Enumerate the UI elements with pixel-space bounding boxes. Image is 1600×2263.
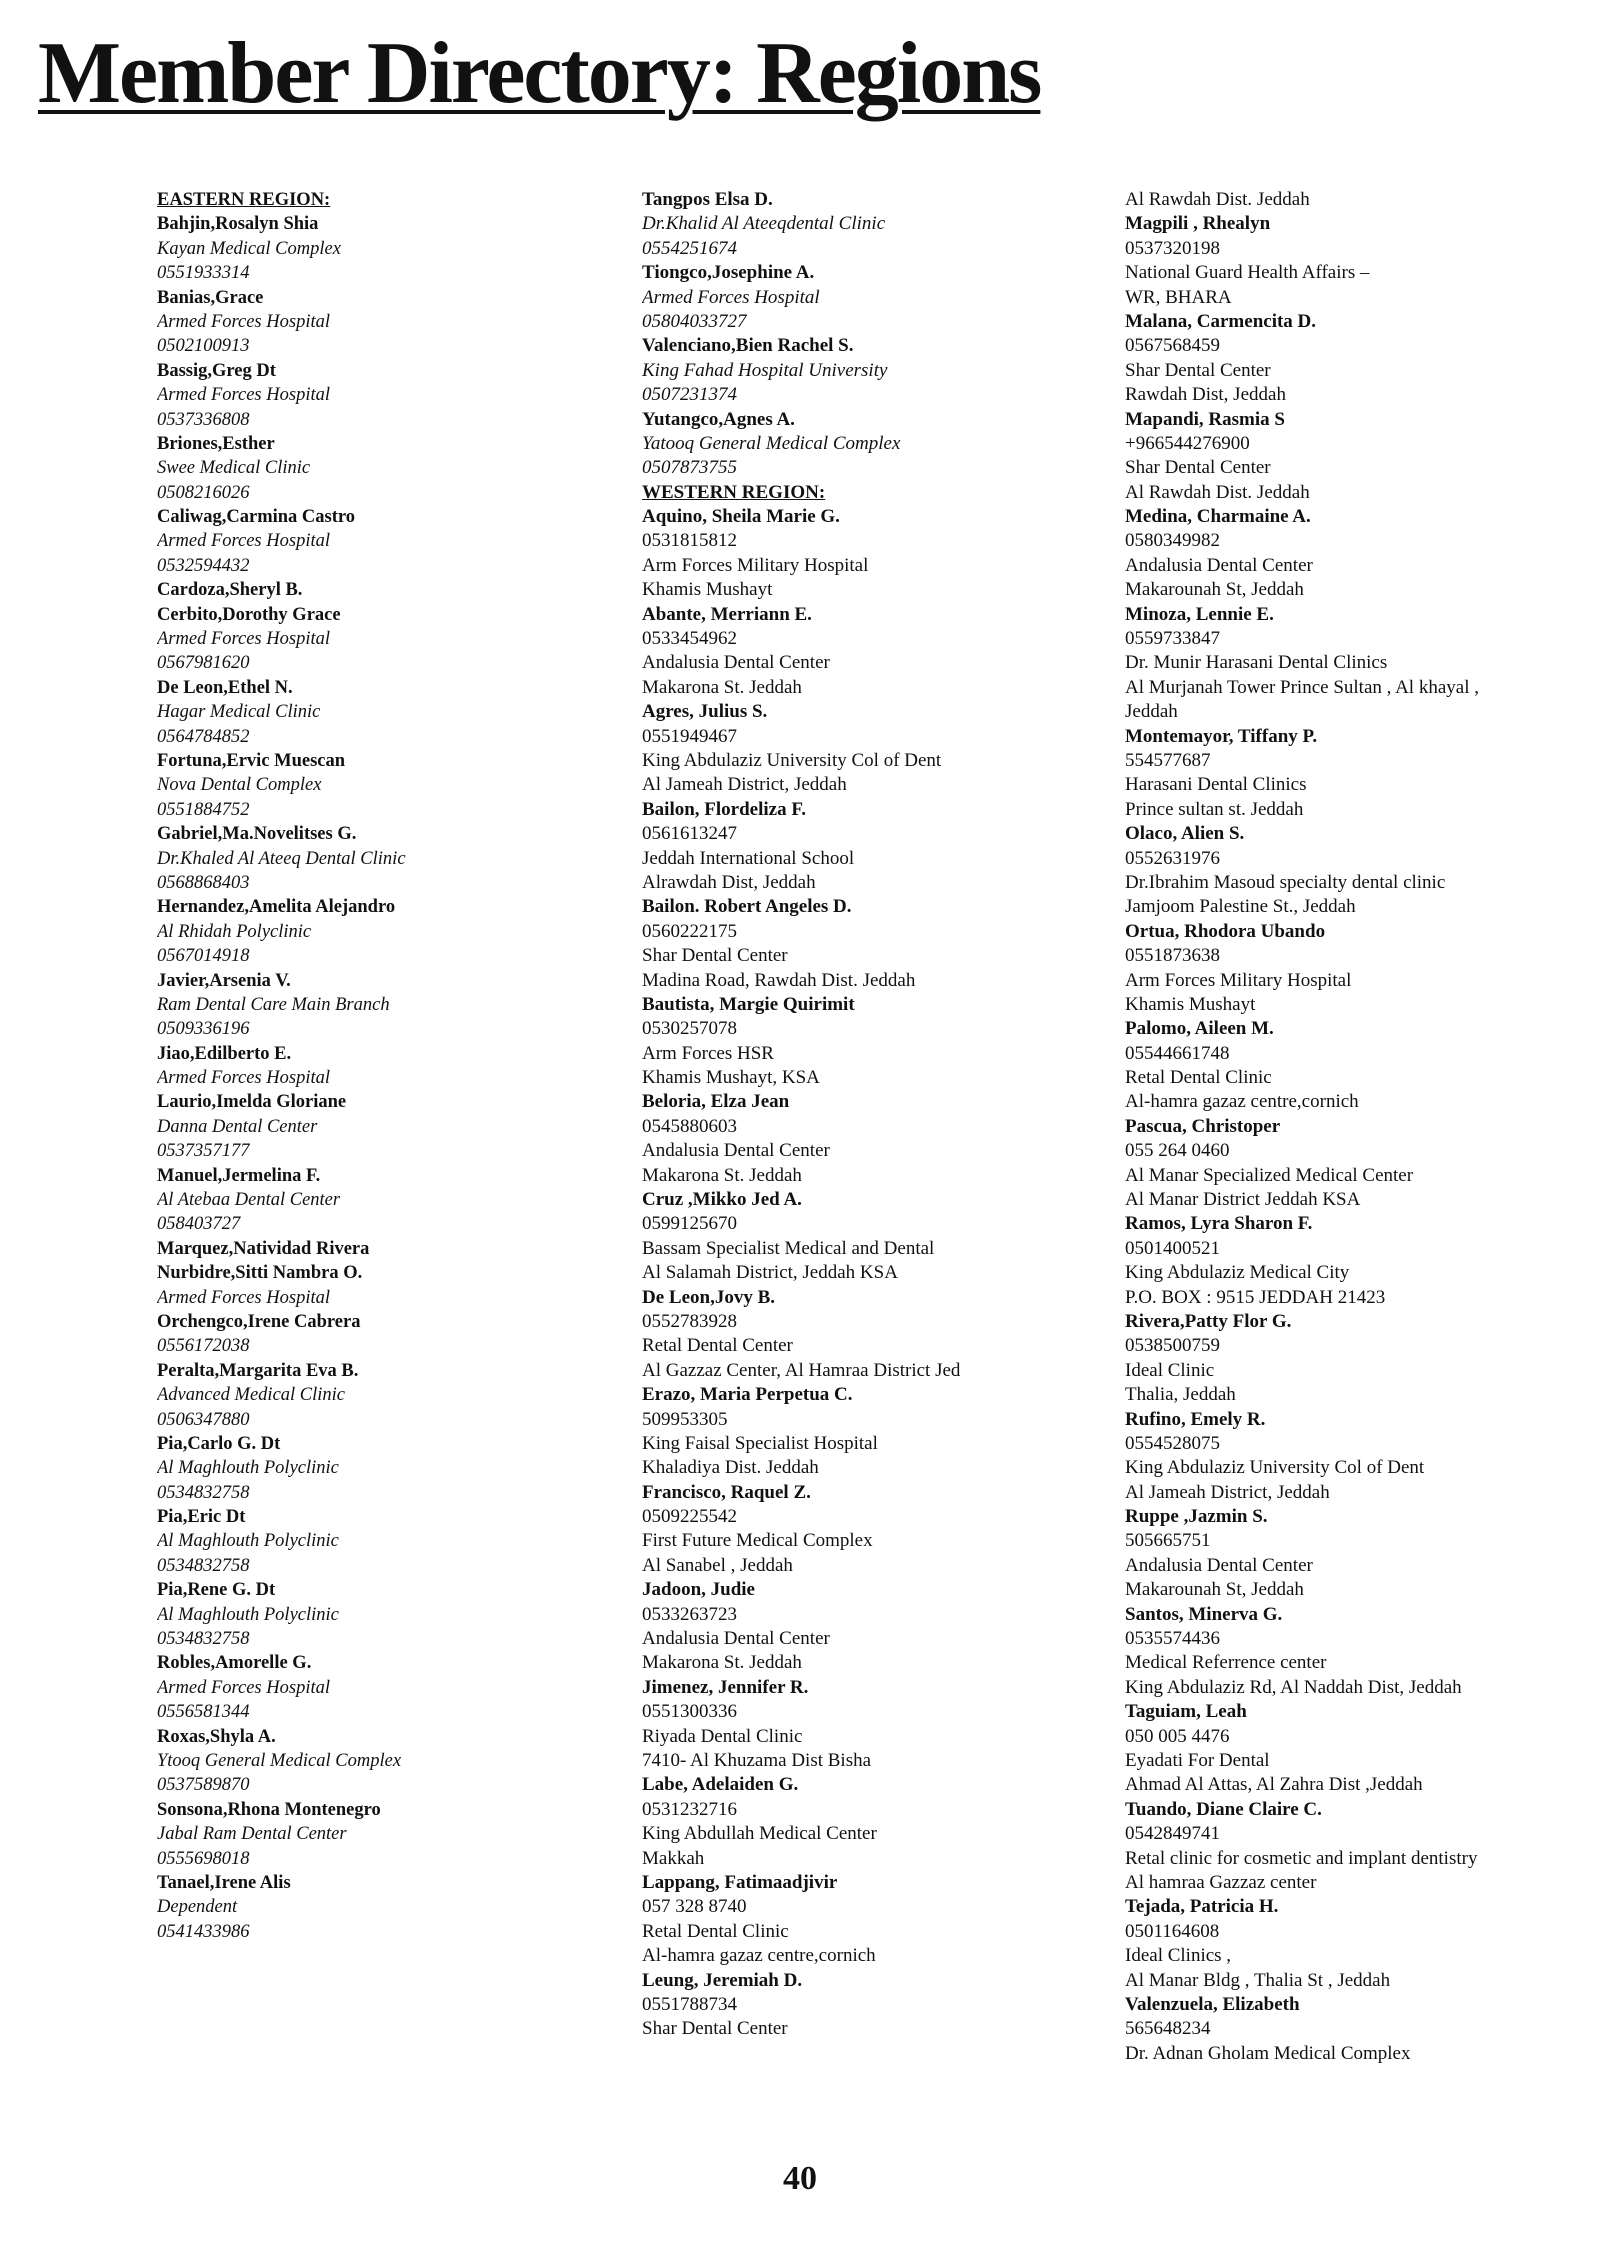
member-name: Bailon. Robert Angeles D. bbox=[642, 896, 852, 918]
member-name: Pia,Eric Dt bbox=[157, 1507, 246, 1528]
member-name: Cruz ,Mikko Jed A. bbox=[642, 1189, 802, 1211]
member-name: Montemayor, Tiffany P. bbox=[1125, 725, 1318, 747]
member-name: Javier,Arsenia V. bbox=[157, 970, 291, 991]
member-detail: 0551933314 bbox=[157, 263, 250, 284]
member-name: Santos, Minerva G. bbox=[1125, 1603, 1283, 1625]
member-name: Orchengco,Irene Cabrera bbox=[157, 1311, 361, 1332]
member-name: Marquez,Natividad Rivera bbox=[157, 1238, 370, 1259]
member-detail: 0537320198 bbox=[1125, 237, 1220, 259]
member-name: Fortuna,Ervic Muescan bbox=[157, 750, 346, 771]
member-detail: Al hamraa Gazzaz center bbox=[1125, 1871, 1317, 1893]
region-heading: EASTERN REGION: bbox=[157, 190, 331, 210]
member-detail: Al Sanabel , Jeddah bbox=[642, 1554, 793, 1576]
member-detail: 0508216026 bbox=[157, 482, 250, 503]
member-detail: 0552783928 bbox=[642, 1310, 737, 1332]
member-name: Laurio,Imelda Gloriane bbox=[157, 1092, 347, 1113]
member-detail: Retal Dental Clinic bbox=[1125, 1067, 1272, 1089]
member-detail: Nova Dental Complex bbox=[157, 775, 322, 796]
member-name: Medina, Charmaine A. bbox=[1125, 506, 1311, 528]
member-detail: Retal Dental Center bbox=[642, 1335, 793, 1357]
member-name: Ortua, Rhodora Ubando bbox=[1125, 920, 1326, 942]
member-name: Rufino, Emely R. bbox=[1125, 1408, 1266, 1430]
member-detail: Dr.Khaled Al Ateeq Dental Clinic bbox=[157, 848, 406, 869]
member-detail: Dependent bbox=[157, 1897, 238, 1918]
member-name: Taguiam, Leah bbox=[1125, 1701, 1247, 1723]
member-detail: 565648234 bbox=[1125, 2018, 1211, 2040]
member-detail: 0531815812 bbox=[642, 530, 737, 552]
member-detail: Khamis Mushayt bbox=[1125, 993, 1256, 1015]
member-detail: 0580349982 bbox=[1125, 530, 1220, 552]
member-detail: Madina Road, Rawdah Dist. Jeddah bbox=[642, 969, 916, 991]
member-detail: 0599125670 bbox=[642, 1213, 737, 1235]
member-detail: 050 005 4476 bbox=[1125, 1725, 1230, 1747]
member-detail: 0551300336 bbox=[642, 1701, 737, 1723]
member-detail: Riyada Dental Clinic bbox=[642, 1725, 803, 1747]
member-detail: Shar Dental Center bbox=[1125, 457, 1271, 479]
member-detail: 554577687 bbox=[1125, 749, 1211, 771]
member-detail: Al Gazzaz Center, Al Hamraa District Jed bbox=[642, 1359, 961, 1381]
member-detail: King Abdulaziz University Col of Dent bbox=[642, 749, 942, 771]
member-name: Agres, Julius S. bbox=[642, 701, 768, 723]
member-name: Manuel,Jermelina F. bbox=[157, 1165, 321, 1186]
member-name: Caliwag,Carmina Castro bbox=[157, 507, 356, 528]
member-name: De Leon,Jovy B. bbox=[642, 1286, 775, 1308]
member-detail: King Faisal Specialist Hospital bbox=[642, 1432, 878, 1454]
member-name: Gabriel,Ma.Novelitses G. bbox=[157, 824, 357, 845]
member-name: Tiongco,Josephine A. bbox=[642, 262, 815, 284]
member-detail: Makarounah St, Jeddah bbox=[1125, 1579, 1304, 1601]
member-detail: Yatooq General Medical Complex bbox=[642, 432, 901, 454]
member-detail: King Fahad Hospital University bbox=[642, 359, 888, 381]
member-detail: 0538500759 bbox=[1125, 1335, 1220, 1357]
member-detail: Khamis Mushayt bbox=[642, 579, 773, 601]
member-detail: 0534832758 bbox=[157, 1482, 250, 1503]
member-detail: 0554528075 bbox=[1125, 1432, 1220, 1454]
member-detail: Shar Dental Center bbox=[642, 2018, 788, 2040]
member-detail: Armed Forces Hospital bbox=[157, 1068, 330, 1089]
member-detail: Armed Forces Hospital bbox=[157, 629, 330, 650]
member-detail: Khaladiya Dist. Jeddah bbox=[642, 1457, 819, 1479]
member-detail: Khamis Mushayt, KSA bbox=[642, 1067, 820, 1089]
member-name: Magpili , Rhealyn bbox=[1125, 213, 1271, 235]
member-detail: Rawdah Dist, Jeddah bbox=[1125, 384, 1286, 406]
member-name: Abante, Merriann E. bbox=[642, 603, 812, 625]
member-name: Jiao,Edilberto E. bbox=[157, 1043, 292, 1064]
member-detail: Andalusia Dental Center bbox=[642, 652, 830, 674]
member-detail: National Guard Health Affairs – bbox=[1125, 262, 1370, 284]
member-name: Tangpos Elsa D. bbox=[642, 189, 773, 210]
member-detail: Armed Forces Hospital bbox=[157, 311, 330, 332]
member-detail: 0560222175 bbox=[642, 920, 737, 942]
member-detail: Shar Dental Center bbox=[642, 945, 788, 967]
member-detail: Prince sultan st. Jeddah bbox=[1125, 798, 1304, 820]
member-detail: Ytooq General Medical Complex bbox=[157, 1751, 402, 1771]
member-detail: 0555698018 bbox=[157, 1848, 250, 1869]
member-detail: Ahmad Al Attas, Al Zahra Dist ,Jeddah bbox=[1125, 1774, 1423, 1796]
member-detail: Al Maghlouth Polyclinic bbox=[157, 1531, 339, 1552]
member-name: Valenciano,Bien Rachel S. bbox=[642, 335, 854, 357]
member-detail: 0509225542 bbox=[642, 1506, 737, 1528]
member-name: Sonsona,Rhona Montenegro bbox=[157, 1799, 381, 1820]
member-detail: Al Maghlouth Polyclinic bbox=[157, 1604, 339, 1625]
member-detail: 7410- Al Khuzama Dist Bisha bbox=[642, 1750, 872, 1771]
member-detail: Andalusia Dental Center bbox=[1125, 1554, 1313, 1576]
member-detail: 0535574436 bbox=[1125, 1628, 1220, 1650]
member-detail: 0501400521 bbox=[1125, 1237, 1220, 1259]
member-detail: Makarounah St, Jeddah bbox=[1125, 579, 1304, 601]
member-detail: 0551949467 bbox=[642, 725, 737, 747]
member-detail: Makarona St. Jeddah bbox=[642, 1652, 802, 1674]
member-detail: Al Salamah District, Jeddah KSA bbox=[642, 1262, 898, 1284]
member-detail: 0561613247 bbox=[642, 823, 737, 845]
member-detail: Dr. Munir Harasani Dental Clinics bbox=[1125, 652, 1388, 674]
member-name: Rivera,Patty Flor G. bbox=[1125, 1310, 1292, 1332]
member-detail: 055 264 0460 bbox=[1125, 1140, 1230, 1162]
member-name: Valenzuela, Elizabeth bbox=[1125, 1993, 1300, 2015]
member-name: Nurbidre,Sitti Nambra O. bbox=[157, 1263, 363, 1284]
member-detail: Al Rawdah Dist. Jeddah bbox=[1125, 189, 1310, 210]
member-detail: Ideal Clinic bbox=[1125, 1359, 1215, 1381]
member-name: Mapandi, Rasmia S bbox=[1125, 408, 1285, 430]
member-detail: Ideal Clinics , bbox=[1125, 1945, 1232, 1967]
member-name: Bassig,Greg Dt bbox=[157, 360, 276, 381]
member-detail: 0533454962 bbox=[642, 628, 737, 650]
member-detail: Al Manar Bldg , Thalia St , Jeddah bbox=[1125, 1969, 1391, 1991]
member-detail: Al-hamra gazaz centre,cornich bbox=[1125, 1091, 1359, 1113]
member-detail: 0537589870 bbox=[157, 1775, 250, 1796]
member-name: Hernandez,Amelita Alejandro bbox=[157, 897, 396, 918]
member-detail: Al Jameah District, Jeddah bbox=[642, 774, 847, 796]
member-name: Jadoon, Judie bbox=[642, 1579, 755, 1601]
member-detail: 0509336196 bbox=[157, 1019, 250, 1040]
member-detail: Arm Forces Military Hospital bbox=[1125, 969, 1352, 991]
member-name: Cardoza,Sheryl B. bbox=[157, 580, 303, 601]
member-name: Beloria, Elza Jean bbox=[642, 1091, 790, 1113]
member-name: Tejada, Patricia H. bbox=[1125, 1896, 1279, 1918]
member-detail: 0534832758 bbox=[157, 1555, 250, 1576]
member-detail: 05544661748 bbox=[1125, 1042, 1230, 1064]
member-detail: WR, BHARA bbox=[1125, 286, 1232, 308]
member-name: Olaco, Alien S. bbox=[1125, 823, 1245, 845]
member-detail: 0567014918 bbox=[157, 946, 250, 967]
member-name: Robles,Amorelle G. bbox=[157, 1653, 312, 1674]
member-detail: 0564784852 bbox=[157, 726, 250, 747]
member-detail: Al Manar Specialized Medical Center bbox=[1125, 1164, 1414, 1186]
member-detail: Al Manar District Jeddah KSA bbox=[1125, 1189, 1361, 1211]
member-name: Lappang, Fatimaadjivir bbox=[642, 1871, 838, 1893]
member-detail: Jeddah International School bbox=[642, 847, 855, 869]
member-detail: Makkah bbox=[642, 1847, 705, 1869]
member-name: Bailon, Flordeliza F. bbox=[642, 798, 806, 820]
member-detail: Arm Forces HSR bbox=[642, 1042, 774, 1064]
member-detail: Al Rhidah Polyclinic bbox=[157, 921, 312, 942]
member-detail: Armed Forces Hospital bbox=[642, 286, 820, 308]
member-detail: Dr.Ibrahim Masoud specialty dental clinic bbox=[1125, 871, 1446, 893]
member-detail: 0542849741 bbox=[1125, 1823, 1220, 1845]
member-name: Briones,Esther bbox=[157, 433, 275, 454]
member-detail: 0559733847 bbox=[1125, 628, 1220, 650]
member-detail: Medical Referrence center bbox=[1125, 1652, 1327, 1674]
member-name: Pascua, Christoper bbox=[1125, 1115, 1281, 1137]
member-name: Pia,Rene G. Dt bbox=[157, 1580, 276, 1601]
member-detail: Al Jameah District, Jeddah bbox=[1125, 1481, 1330, 1503]
member-name: Peralta,Margarita Eva B. bbox=[157, 1360, 359, 1381]
member-detail: Jamjoom Palestine St., Jeddah bbox=[1125, 896, 1356, 918]
member-detail: Al Murjanah Tower Prince Sultan , Al khayal , bbox=[1125, 676, 1479, 698]
member-detail: 0568868403 bbox=[157, 872, 250, 893]
page-number: 40 bbox=[783, 2160, 817, 2197]
member-detail: 0531232716 bbox=[642, 1798, 737, 1820]
member-detail: 0532594432 bbox=[157, 555, 250, 576]
member-detail: Retal Dental Clinic bbox=[642, 1920, 789, 1942]
member-detail: Retal clinic for cosmetic and implant dentistry bbox=[1125, 1847, 1478, 1869]
member-detail: 0551873638 bbox=[1125, 945, 1220, 967]
member-name: Minoza, Lennie E. bbox=[1125, 603, 1274, 625]
member-detail: Makarona St. Jeddah bbox=[642, 676, 802, 698]
member-detail: Andalusia Dental Center bbox=[642, 1140, 830, 1162]
member-detail: Swee Medical Clinic bbox=[157, 458, 311, 479]
member-detail: 0530257078 bbox=[642, 1018, 737, 1040]
member-name: Ramos, Lyra Sharon F. bbox=[1125, 1213, 1313, 1235]
member-detail: 0551884752 bbox=[157, 799, 250, 820]
member-name: Leung, Jeremiah D. bbox=[642, 1969, 803, 1991]
member-detail: 0501164608 bbox=[1125, 1920, 1220, 1942]
member-detail: 0541433986 bbox=[157, 1921, 250, 1942]
member-name: Roxas,Shyla A. bbox=[157, 1726, 276, 1747]
member-name: Aquino, Sheila Marie G. bbox=[642, 506, 840, 528]
member-detail: 0554251674 bbox=[642, 237, 737, 259]
member-detail: Jeddah bbox=[1125, 701, 1178, 723]
member-detail: King Abdulaziz Medical City bbox=[1125, 1262, 1350, 1284]
member-detail: Bassam Specialist Medical and Dental bbox=[642, 1237, 935, 1259]
member-detail: 509953305 bbox=[642, 1408, 728, 1430]
member-detail: Advanced Medical Clinic bbox=[157, 1385, 346, 1406]
member-detail: 057 328 8740 bbox=[642, 1896, 747, 1918]
member-detail: King Abdulaziz University Col of Dent bbox=[1125, 1457, 1425, 1479]
member-detail: +966544276900 bbox=[1125, 432, 1250, 454]
member-name: De Leon,Ethel N. bbox=[157, 677, 293, 698]
member-detail: 0552631976 bbox=[1125, 847, 1220, 869]
member-detail: 0502100913 bbox=[157, 336, 250, 357]
member-detail: Arm Forces Military Hospital bbox=[642, 554, 869, 576]
member-detail: Danna Dental Center bbox=[157, 1116, 318, 1137]
member-detail: 0507873755 bbox=[642, 457, 737, 479]
member-name: Francisco, Raquel Z. bbox=[642, 1481, 811, 1503]
region-heading: WESTERN REGION: bbox=[642, 481, 826, 503]
member-detail: 0506347880 bbox=[157, 1409, 250, 1430]
directory-column-3 bbox=[1125, 188, 1595, 2066]
member-detail: Hagar Medical Clinic bbox=[157, 702, 321, 723]
member-detail: First Future Medical Complex bbox=[642, 1530, 873, 1552]
member-detail: 0537357177 bbox=[157, 1141, 250, 1162]
member-name: Yutangco,Agnes A. bbox=[642, 408, 795, 430]
member-name: Ruppe ,Jazmin S. bbox=[1125, 1506, 1268, 1528]
member-detail: 0556581344 bbox=[157, 1702, 250, 1723]
member-detail: Al-hamra gazaz centre,cornich bbox=[642, 1945, 876, 1967]
member-detail: Armed Forces Hospital bbox=[157, 531, 330, 552]
member-detail: King Abdulaziz Rd, Al Naddah Dist, Jeddah bbox=[1125, 1676, 1462, 1698]
member-detail: Armed Forces Hospital bbox=[157, 1677, 330, 1698]
member-detail: Eyadati For Dental bbox=[1125, 1750, 1270, 1771]
member-detail: Ram Dental Care Main Branch bbox=[157, 994, 390, 1015]
member-name: Bahjin,Rosalyn Shia bbox=[157, 214, 319, 235]
member-detail: 0551788734 bbox=[642, 1993, 737, 2015]
member-detail: Alrawdah Dist, Jeddah bbox=[642, 871, 816, 893]
member-detail: Makarona St. Jeddah bbox=[642, 1164, 802, 1186]
member-name: Pia,Carlo G. Dt bbox=[157, 1433, 281, 1454]
member-detail: Dr. Adnan Gholam Medical Complex bbox=[1125, 2042, 1411, 2064]
member-detail: King Abdullah Medical Center bbox=[642, 1823, 877, 1845]
member-name: Jimenez, Jennifer R. bbox=[642, 1676, 809, 1698]
member-detail: Al Atebaa Dental Center bbox=[157, 1190, 341, 1211]
member-name: Palomo, Aileen M. bbox=[1125, 1018, 1274, 1040]
member-detail: 058403727 bbox=[157, 1214, 241, 1235]
member-detail: Dr.Khalid Al Ateeqdental Clinic bbox=[642, 213, 886, 235]
member-name: Cerbito,Dorothy Grace bbox=[157, 604, 341, 625]
member-detail: Al Maghlouth Polyclinic bbox=[157, 1458, 339, 1479]
member-detail: P.O. BOX : 9515 JEDDAH 21423 bbox=[1125, 1286, 1386, 1308]
member-name: Bautista, Margie Quirimit bbox=[642, 993, 855, 1015]
member-name: Malana, Carmencita D. bbox=[1125, 310, 1317, 332]
member-detail: 0533263723 bbox=[642, 1603, 737, 1625]
member-detail: 0567981620 bbox=[157, 653, 250, 674]
member-detail: Kayan Medical Complex bbox=[157, 238, 341, 259]
member-detail: 0537336808 bbox=[157, 409, 250, 430]
member-name: Labe, Adelaiden G. bbox=[642, 1774, 799, 1796]
member-detail: 0567568459 bbox=[1125, 335, 1220, 357]
member-detail: Armed Forces Hospital bbox=[157, 385, 330, 406]
member-detail: Andalusia Dental Center bbox=[642, 1628, 830, 1650]
member-detail: Al Rawdah Dist. Jeddah bbox=[1125, 481, 1310, 503]
member-detail: Armed Forces Hospital bbox=[157, 1287, 330, 1308]
member-detail: Harasani Dental Clinics bbox=[1125, 774, 1307, 796]
member-detail: Shar Dental Center bbox=[1125, 359, 1271, 381]
member-name: Tanael,Irene Alis bbox=[157, 1872, 291, 1893]
directory-column-2 bbox=[642, 188, 1112, 2042]
member-name: Banias,Grace bbox=[157, 287, 264, 308]
member-detail: 0534832758 bbox=[157, 1629, 250, 1650]
member-detail: Thalia, Jeddah bbox=[1125, 1384, 1236, 1406]
member-detail: Jabal Ram Dental Center bbox=[157, 1824, 347, 1845]
member-detail: 05804033727 bbox=[642, 310, 747, 332]
directory-column-1 bbox=[157, 188, 597, 1944]
member-detail: Andalusia Dental Center bbox=[1125, 554, 1313, 576]
member-name: Erazo, Maria Perpetua C. bbox=[642, 1384, 853, 1406]
member-detail: 0545880603 bbox=[642, 1115, 737, 1137]
member-detail: 0507231374 bbox=[642, 384, 737, 406]
member-detail: 505665751 bbox=[1125, 1530, 1211, 1552]
member-detail: 0556172038 bbox=[157, 1336, 250, 1357]
member-name: Tuando, Diane Claire C. bbox=[1125, 1798, 1322, 1820]
page-title: Member Directory: Regions bbox=[38, 25, 1041, 122]
